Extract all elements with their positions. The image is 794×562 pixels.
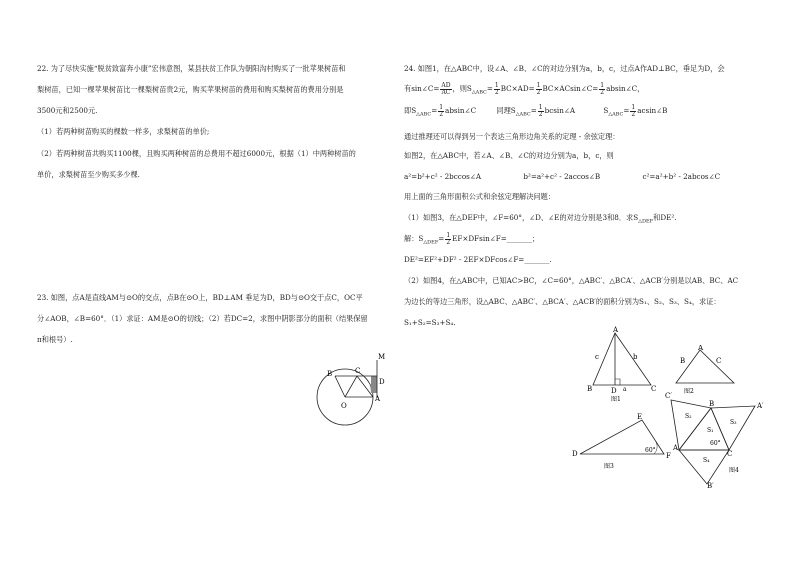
q23-line1: 23. 如图，点A是直线AM与⊙O的交点，点B在⊙O上，BD⊥AM 垂足为D，BD与⊙O交于点C，OC平 (37, 293, 363, 302)
q22-line3: 3500元和2500元. (37, 106, 98, 115)
fig4-label-Ap: A′ (757, 402, 764, 410)
fig4-label-Cp: C′ (665, 392, 672, 400)
fig1-label-B: B (587, 385, 593, 393)
fig4-label-B: B (709, 400, 715, 408)
fig23-label-O: O (341, 402, 347, 410)
fig1-label-a: a (623, 386, 627, 393)
q24-line6: a²=b²+c² - 2bccos∠A b²=a²+c² - 2accos∠B c²=a²+b² - 2abcos∠C (404, 172, 721, 181)
fig23-label-D: D (379, 378, 385, 386)
fig3-angle: 60° (645, 447, 656, 454)
fig4-label-Bp: B′ (707, 482, 714, 488)
q22-line4: （1）若两种树苗购买的棵数一样多，求梨树苗的单价; (37, 127, 210, 136)
q22-line6: 单价，求梨树苗至少购买多少棵. (37, 170, 140, 179)
fig4-label-S1: S₁ (707, 427, 714, 434)
q24-line8: （1）如图3，在△DEF中，∠F=60°，∠D、∠E的对边分别是3和8．求$S_{\triangle DEF}$和DE². (404, 213, 677, 225)
fig1-label-A: A (613, 326, 619, 334)
q24-line2: 有sin∠C= $\frac{AD}{AC}$ ，则$S_{\triangle ABC}=$ $\frac{1}{2}$ BC×AD= $\frac{1}{2}$ BC×ACsin∠C= $\frac{1}{2}$ absin∠C， (404, 81, 645, 96)
q23-circle-figure (305, 350, 395, 430)
fig4-label-C: C (727, 450, 733, 458)
fig2-label-C: C (716, 357, 722, 365)
q22-line5: （2）若两种树苗共购买1100棵，且购买两种树苗的总费用不超过6000元，根据（1）中两种树苗的 (37, 149, 356, 158)
q24-line11: （2）如图4，在△ABC中，已知AC>BC，∠C=60°，△ABC′、△BCA′、△ACB′分别是以AB、BC、AC (404, 276, 739, 285)
fig2-label-A: A (698, 345, 704, 352)
fig1-caption: 图1 (611, 396, 621, 403)
q24-line10: DE²=EF²+DF² - 2EF×DFcos∠F=_______. (404, 255, 552, 264)
fig4-triangles (655, 388, 767, 488)
fig23-label-M: M (378, 353, 386, 361)
fig4-angle: 60° (710, 440, 721, 447)
fig3-label-D: D (572, 450, 578, 458)
q24-line5: 如图2，在△ABC中，若∠A、∠B、∠C的对边分别为a，b，c，则 (404, 151, 614, 160)
fig4-label-A: A (673, 444, 679, 452)
fig2-label-B: B (680, 357, 686, 365)
q23-line3: π和根号）. (37, 335, 73, 344)
fig4-caption: 图4 (729, 467, 739, 474)
fig23-label-A: A (375, 395, 381, 403)
q22-line1: 22. 为了尽快实施“脱贫致富奔小康”宏伟意图，某县扶贫工作队为朝阳沟村购买了一批苹果树苗和 (37, 64, 346, 73)
q23-line2: 分∠AOB，∠B=60°．（1）求证：AM是⊙O的切线；（2）若DC=2，求图中阴影部分的面积（结果保留 (37, 314, 368, 323)
q24-line4: 通过推理还可以得到另一个表达三角形边角关系的定理 - 余弦定理： (404, 132, 620, 141)
fig23-label-B: B (327, 370, 333, 378)
fig2-caption: 图2 (684, 388, 694, 395)
fig3-label-F: F (666, 452, 671, 460)
fig23-label-C: C (355, 367, 361, 375)
q24-line12: 为边长的等边三角形，设△ABC、△ABC′、△BCA′、△ACB′的面积分别为S₁、S₂、S₃、S₄，求证： (404, 297, 721, 306)
fig3-caption: 图3 (604, 463, 614, 470)
fig1-triangle (585, 325, 665, 405)
fig3-label-E: E (637, 413, 643, 421)
q24-line13: S₁+S₂=S₃+S₄. (404, 318, 456, 327)
fig4-label-S4: S₄ (703, 457, 710, 464)
q22-line2: 梨树苗，已知一棵苹果树苗比一棵梨树苗贵2元，购买苹果树苗的费用和购买梨树苗的费用分别是 (37, 85, 344, 94)
fig1-label-c: c (595, 353, 599, 361)
fig1-label-C: C (651, 385, 657, 393)
q24-line7: 用上面的三角形面积公式和余弦定理解决问题： (404, 192, 555, 201)
fig4-label-S2: S₂ (685, 413, 692, 420)
fig1-label-b: b (633, 353, 638, 361)
q24-line9: 解：$S_{\triangle DEF}=$ $\frac{1}{2}$ EF×DFsin∠F=_______； (404, 231, 540, 246)
fig1-label-D: D (611, 387, 617, 395)
q24-line1: 24. 如图1，在△ABC中，设∠A、∠B、∠C的对边分别为a，b，c，过点A作AD⊥BC，垂足为D，会 (404, 64, 725, 73)
fig4-label-S3: S₃ (730, 419, 737, 426)
q24-line3: 即$S_{\triangle ABC}=$ $\frac{1}{2}$ absin∠C 同理$S_{\triangle ABC}=$ $\frac{1}{2}$ bcsin∠A $S_{\triangle ABC}=$ $\frac{1}{2}$ acsin∠B (404, 103, 668, 118)
